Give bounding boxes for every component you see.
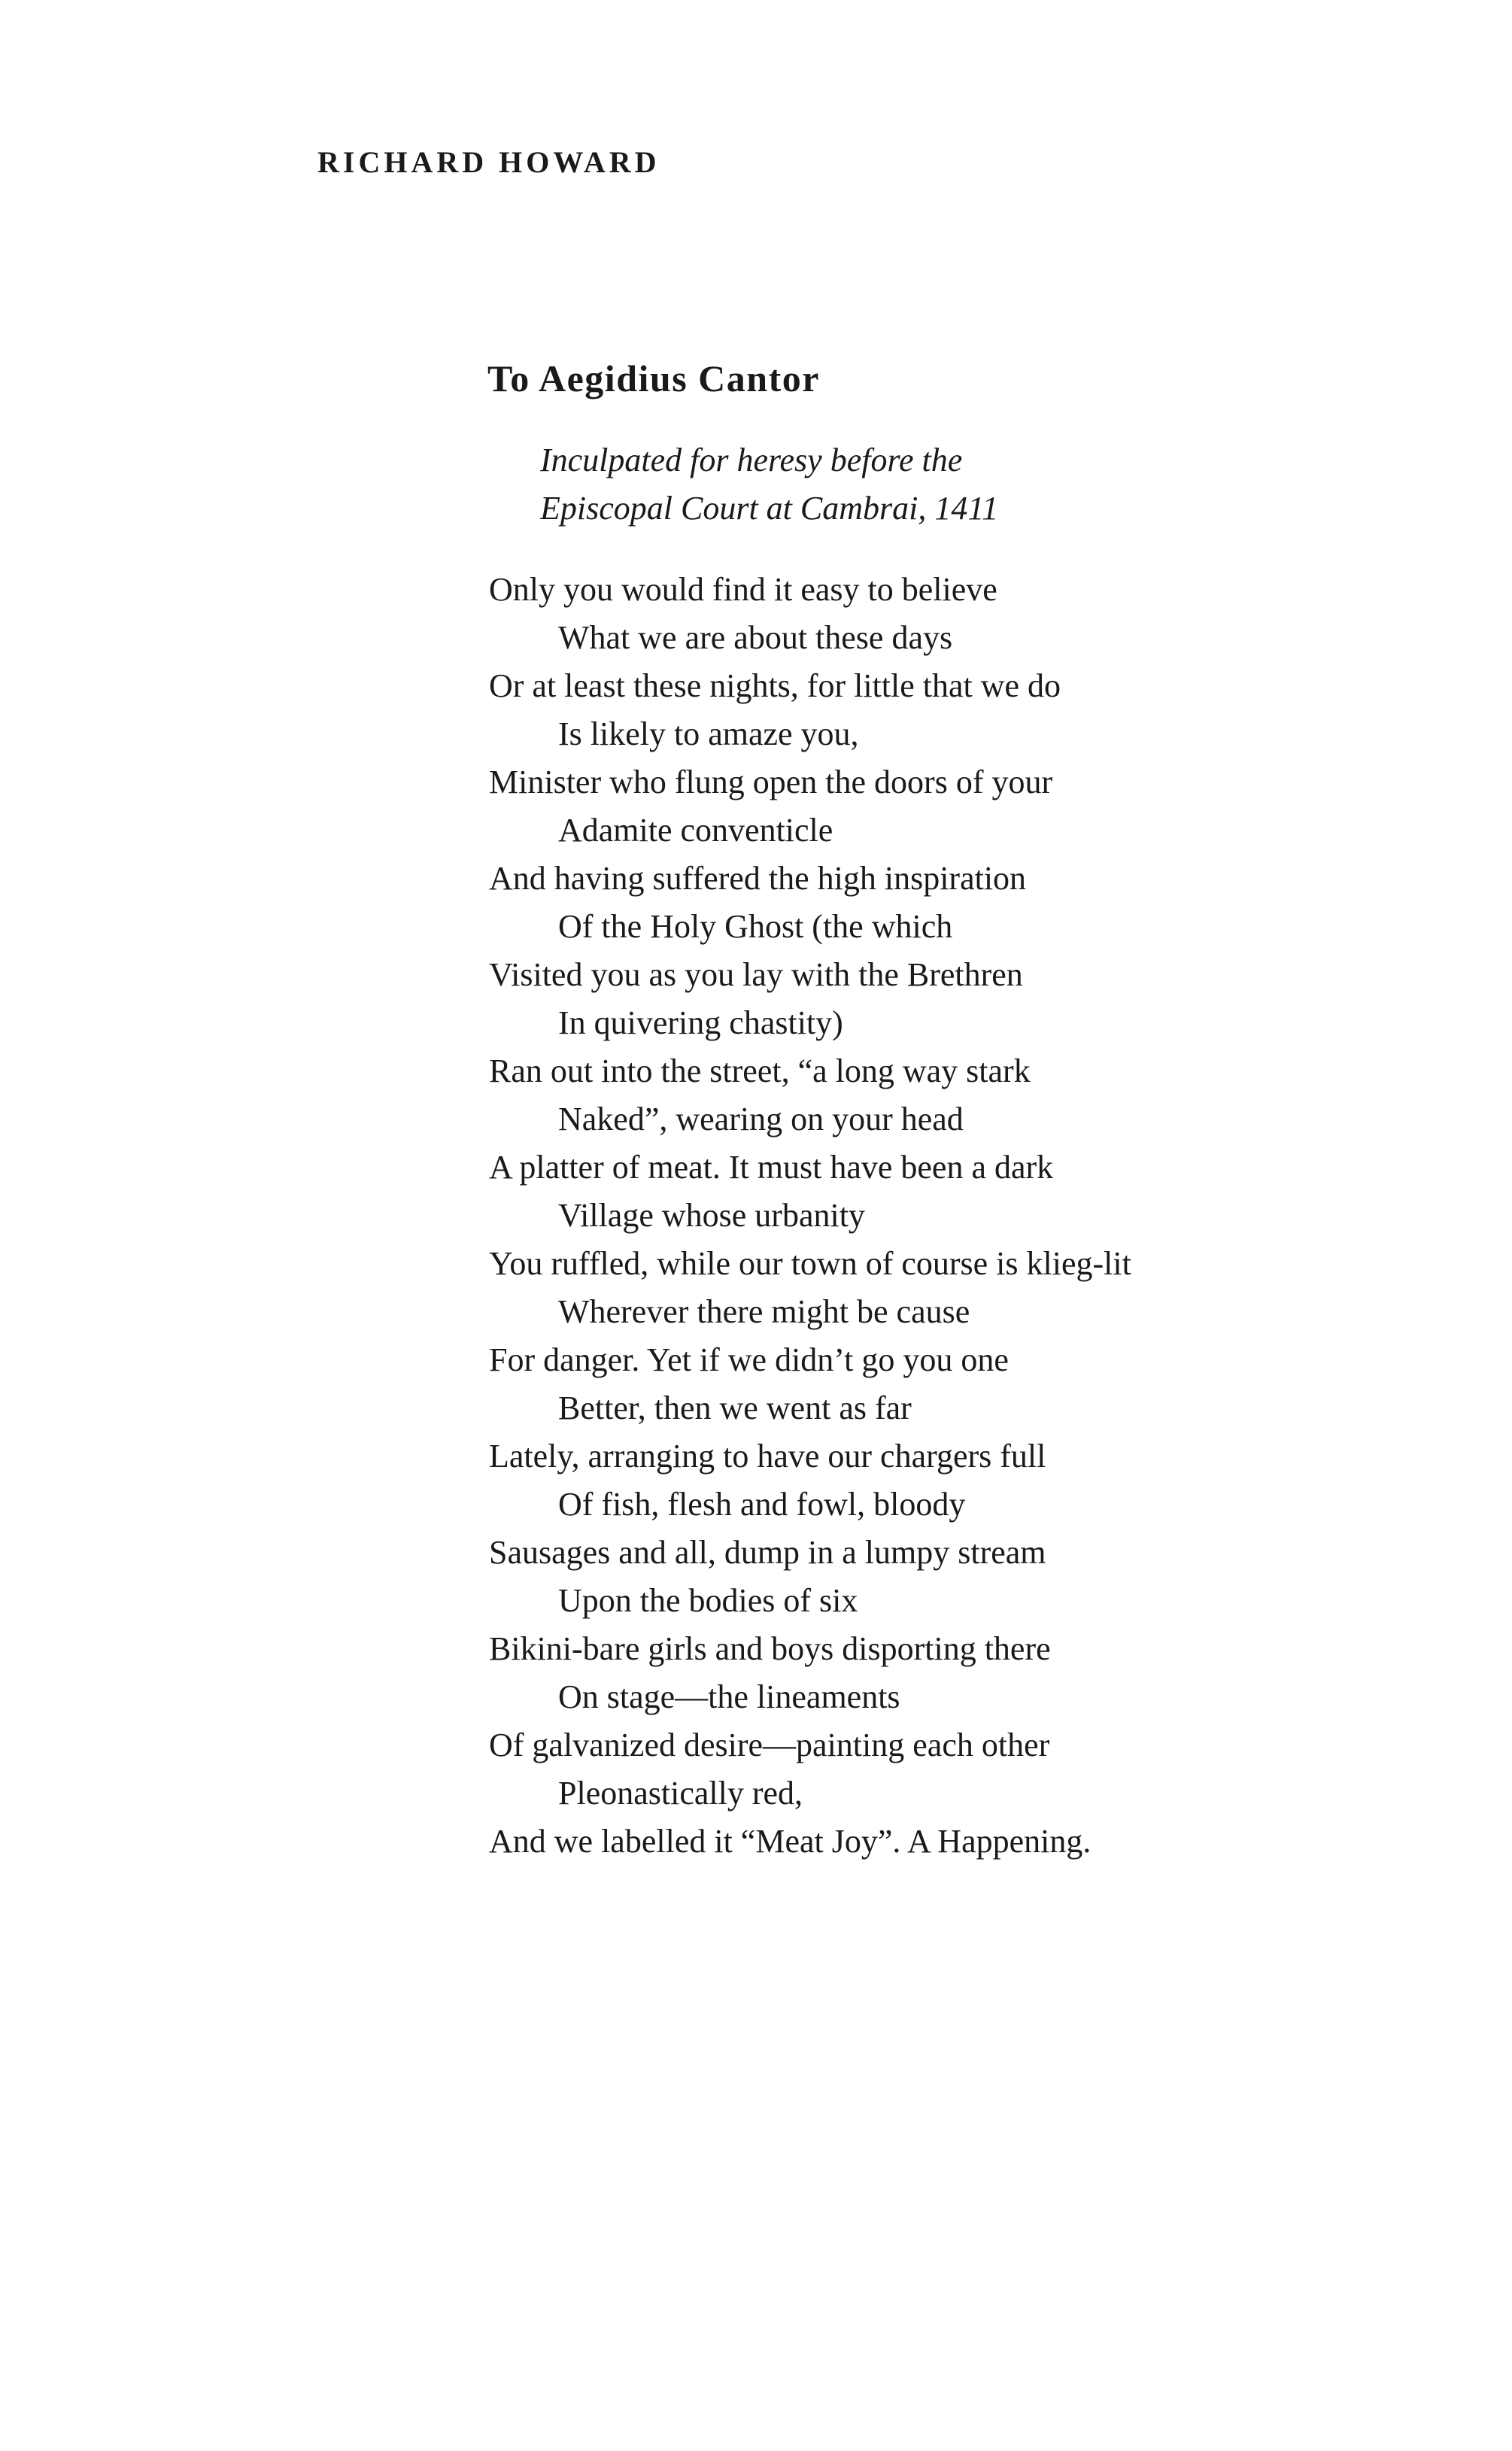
poem-line: Adamite conventicle	[558, 812, 833, 849]
poem-line: Ran out into the street, “a long way stark	[489, 1052, 1031, 1089]
poem-subtitle	[540, 436, 998, 533]
poem-line: Better, then we went as far	[558, 1390, 912, 1426]
subtitle-line: Inculpated for heresy before the	[540, 442, 963, 478]
poem-line: Pleonastically red,	[558, 1775, 803, 1812]
poem-line: Of the Holy Ghost (the which	[558, 908, 953, 945]
poem-line: Is likely to amaze you,	[558, 715, 859, 752]
poem-line: Of fish, flesh and fowl, bloody	[558, 1486, 966, 1523]
poem-body	[489, 566, 1131, 1866]
poem-line: A platter of meat. It must have been a dark	[489, 1149, 1054, 1186]
poem-line: On stage—the lineaments	[558, 1678, 900, 1715]
poem-line: And having suffered the high inspiration	[489, 860, 1027, 897]
poem-line: And we labelled it “Meat Joy”. A Happening.	[489, 1823, 1091, 1860]
poem-line: You ruffled, while our town of course is klieg-lit	[489, 1245, 1131, 1282]
poem-line: Or at least these nights, for little that we do	[489, 667, 1061, 704]
poem-line: What we are about these days	[558, 619, 953, 656]
poem-line: Wherever there might be cause	[558, 1293, 970, 1330]
poem-line: Sausages and all, dump in a lumpy stream	[489, 1534, 1046, 1571]
poem-line: Only you would find it easy to believe	[489, 571, 997, 608]
author-name: RICHARD HOWARD	[317, 145, 660, 179]
poem-line: Bikini-bare girls and boys disporting there	[489, 1630, 1051, 1667]
poem-line: Of galvanized desire—painting each other	[489, 1727, 1050, 1763]
poem-line: In quivering chastity)	[558, 1004, 843, 1041]
subtitle-line: Episcopal Court at Cambrai, 1411	[540, 490, 999, 527]
poem-line: Naked”, wearing on your head	[558, 1101, 964, 1137]
poem-line: Village whose urbanity	[558, 1197, 865, 1234]
poem-title: To Aegidius Cantor	[487, 357, 820, 399]
poem-line: For danger. Yet if we didn’t go you one	[489, 1341, 1009, 1378]
poem-line: Upon the bodies of six	[558, 1582, 858, 1619]
poem-line: Minister who flung open the doors of your	[489, 764, 1053, 800]
poem-line: Lately, arranging to have our chargers full	[489, 1438, 1046, 1475]
poem-line: Visited you as you lay with the Brethren	[489, 956, 1023, 993]
